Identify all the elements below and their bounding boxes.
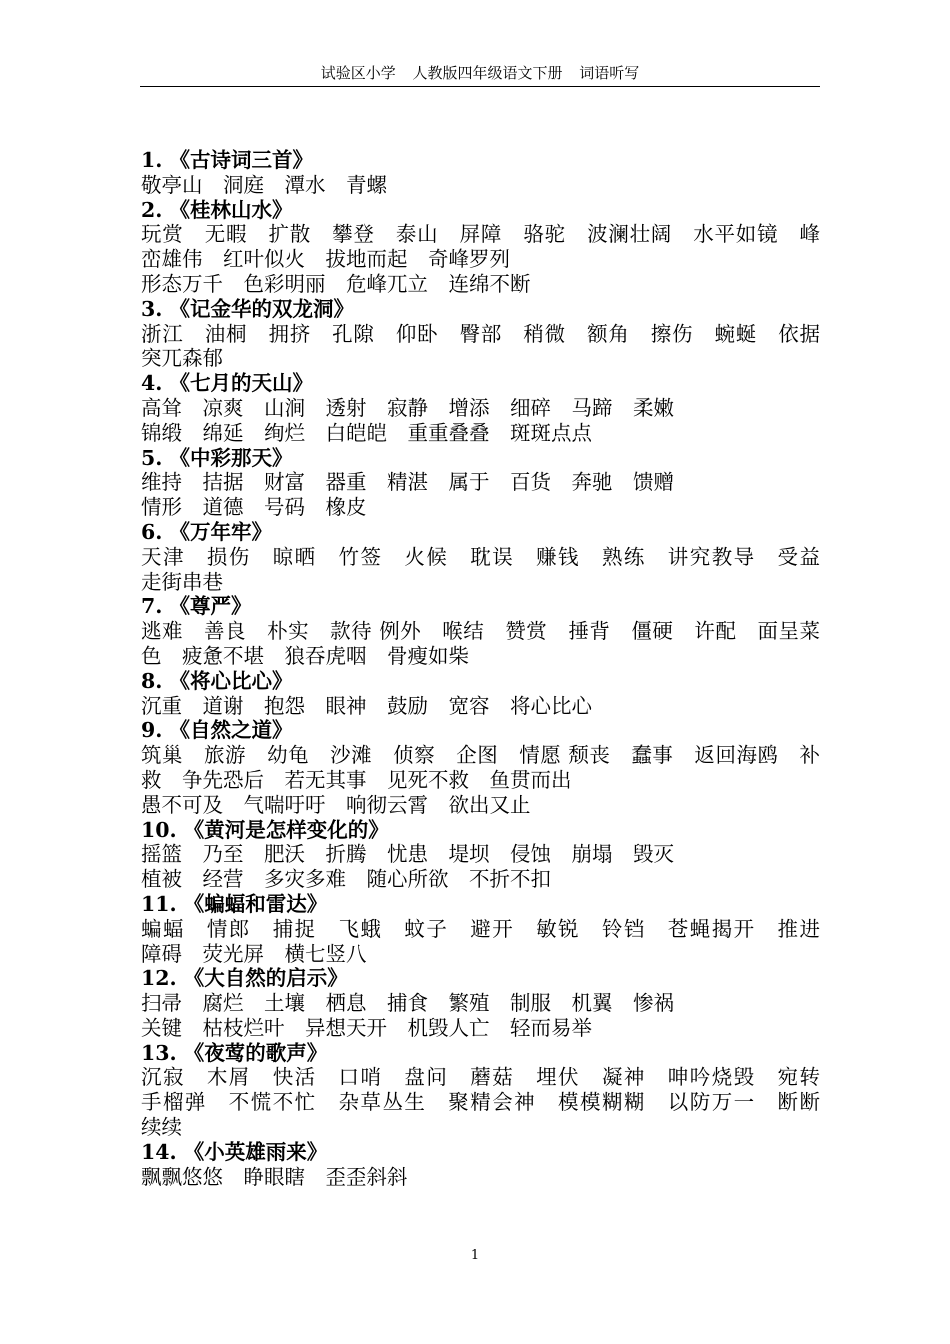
word-line: 关键 枯枝烂叶 异想天开 机毁人亡 轻而易举 bbox=[141, 1015, 592, 1040]
lesson-title: 3. 《记金华的双龙洞》 bbox=[141, 296, 355, 321]
word-line: 浙江 油桐 拥挤 孔隙 仰卧 臀部 稍微 额角 擦伤 蜿蜒 依据 bbox=[141, 321, 820, 346]
word-line: 手榴弹 不慌不忙 杂草丛生 聚精会神 模模糊糊 以防万一 断断 bbox=[141, 1090, 820, 1115]
word-line: 救 争先恐后 若无其事 见死不救 鱼贯而出 bbox=[141, 767, 572, 792]
header-school: 试验区小学 bbox=[320, 64, 396, 82]
word-line: 锦缎 绵延 绚烂 白皑皑 重重叠叠 斑斑点点 bbox=[141, 420, 592, 445]
word-line: 走街串巷 bbox=[141, 569, 223, 594]
word-line: 色 疲惫不堪 狼吞虎咽 骨瘦如柴 bbox=[141, 643, 469, 668]
word-line: 情形 道德 号码 橡皮 bbox=[141, 495, 367, 520]
lesson-title: 1. 《古诗词三首》 bbox=[141, 148, 314, 172]
word-line: 飘飘悠悠 睁眼瞎 歪歪斜斜 bbox=[141, 1164, 408, 1189]
page-header bbox=[140, 62, 820, 87]
word-line: 突兀森郁 bbox=[141, 346, 223, 371]
word-line: 扫帚 腐烂 土壤 栖息 捕食 繁殖 制服 机翼 惨祸 bbox=[141, 991, 674, 1016]
lesson-title: 8. 《将心比心》 bbox=[141, 668, 293, 693]
word-line: 筑巢 旅游 幼龟 沙滩 侦察 企图 情愿 颓丧 蠢事 返回海鸥 补 bbox=[141, 743, 820, 768]
word-line: 摇篮 乃至 肥沃 折腾 忧患 堤坝 侵蚀 崩塌 毁灭 bbox=[141, 842, 674, 867]
word-line: 天津 损伤 晾晒 竹签 火候 耽误 赚钱 熟练 讲究教导 受益 bbox=[141, 544, 820, 569]
word-line: 沉寂 木屑 快活 口哨 盘问 蘑菇 埋伏 凝神 呻吟烧毁 宛转 bbox=[141, 1065, 820, 1090]
header-book: 人教版四年级语文下册 bbox=[412, 64, 563, 82]
word-line: 续续 bbox=[141, 1115, 182, 1140]
lesson-title: 6. 《万年牢》 bbox=[141, 519, 273, 544]
word-line: 逃难 善良 朴实 款待 例外 喉结 赞赏 捶背 僵硬 许配 面呈菜 bbox=[141, 619, 820, 644]
lesson-title: 14. 《小英雄雨来》 bbox=[141, 1139, 328, 1164]
word-line: 形态万千 色彩明丽 危峰兀立 连绵不断 bbox=[141, 271, 531, 296]
lesson-title: 10. 《黄河是怎样变化的》 bbox=[141, 817, 389, 842]
word-line: 敬亭山 洞庭 潭水 青螺 bbox=[141, 172, 387, 197]
lesson-title: 9. 《自然之道》 bbox=[141, 718, 293, 743]
header-subject: 词语听写 bbox=[579, 64, 640, 82]
word-line: 蝙蝠 情郎 捕捉 飞蛾 蚊子 避开 敏锐 铃铛 苍蝇揭开 推进 bbox=[141, 916, 820, 941]
lesson-title: 5. 《中彩那天》 bbox=[141, 445, 293, 470]
lesson-title: 7. 《尊严》 bbox=[141, 594, 252, 619]
word-line: 峦雄伟 红叶似火 拔地而起 奇峰罗列 bbox=[141, 247, 510, 272]
lesson-title: 12. 《大自然的启示》 bbox=[141, 966, 348, 991]
word-line: 愚不可及 气喘吁吁 响彻云霄 欲出又止 bbox=[141, 792, 531, 817]
lesson-title: 4. 《七月的天山》 bbox=[141, 371, 314, 396]
word-line: 植被 经营 多灾多难 随心所欲 不折不扣 bbox=[141, 867, 551, 892]
word-line: 障碍 荧光屏 横七竖八 bbox=[141, 941, 367, 966]
word-line: 高耸 凉爽 山涧 透射 寂静 增添 细碎 马蹄 柔嫩 bbox=[141, 395, 674, 420]
word-line: 维持 拮据 财富 器重 精湛 属于 百货 奔驰 馈赠 bbox=[141, 470, 674, 495]
lesson-title: 2. 《桂林山水》 bbox=[141, 197, 293, 222]
word-line: 玩赏 无暇 扩散 攀登 泰山 屏障 骆驼 波澜壮阔 水平如镜 峰 bbox=[141, 222, 820, 247]
lesson-title: 11. 《蝙蝠和雷达》 bbox=[141, 891, 328, 916]
word-line: 沉重 道谢 抱怨 眼神 鼓励 宽容 将心比心 bbox=[141, 693, 592, 718]
lesson-title: 13. 《夜莺的歌声》 bbox=[141, 1040, 328, 1065]
page-number: 1 bbox=[470, 1248, 480, 1263]
vocabulary-list bbox=[141, 148, 820, 1189]
